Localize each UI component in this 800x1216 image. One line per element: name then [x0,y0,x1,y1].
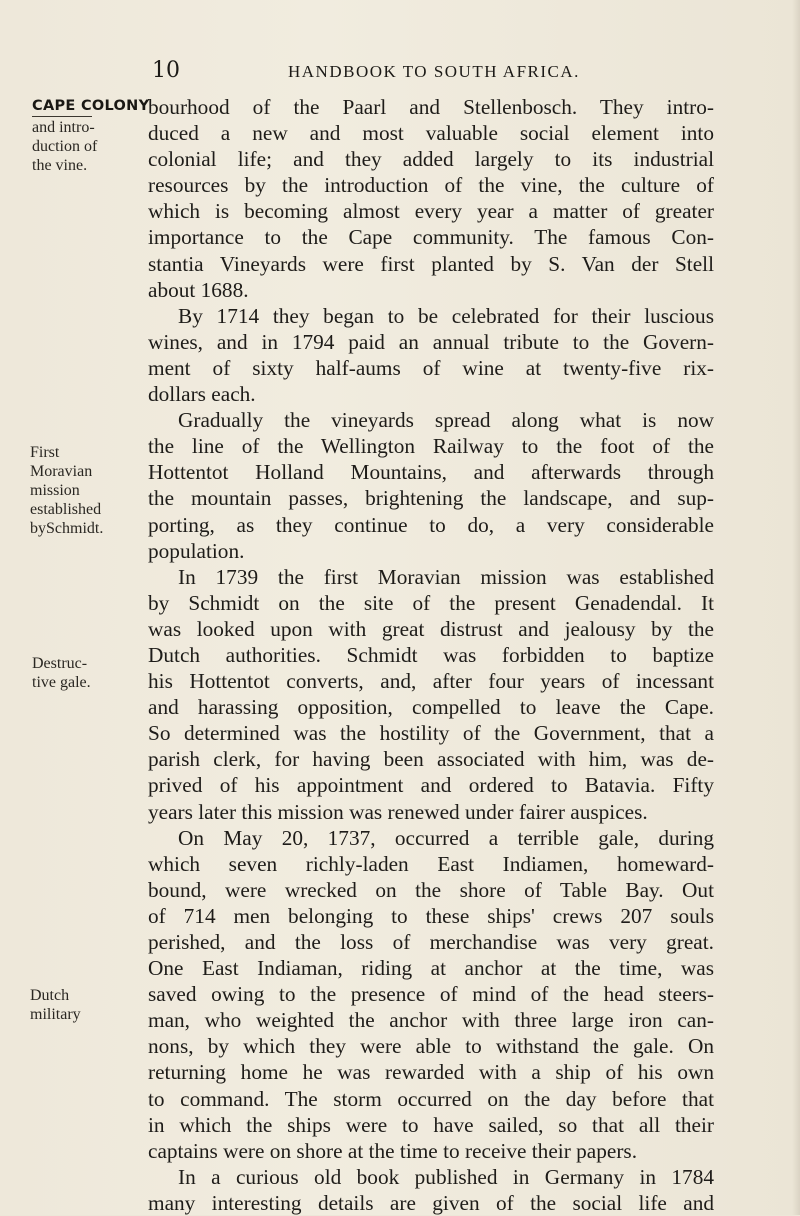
page-header [0,58,800,88]
text-line: many interesting details are given of the social life and [148,1190,714,1215]
side-note-line: the vine. [32,157,88,174]
side-note-rule [32,116,92,117]
text-line: man, who weighted the anchor with three large iron can- [148,1008,714,1033]
text-line: By 1714 they began to be celebrated for their luscious [178,303,714,328]
side-note-line: established [30,501,102,518]
text-line: was looked upon with great distrust and jealousy by the [148,616,714,641]
paragraph-huguenots [148,94,714,303]
side-note-line: Dutch [30,987,70,1004]
paragraph-moravian [148,564,714,825]
text-line: and harassing opposition, compelled to leave the Cape. [148,695,714,720]
text-line: In 1739 the first Moravian mission was established [178,564,714,589]
text-line: prived of his appointment and ordered to Batavia. Fifty [148,773,714,798]
side-note-cape-colony [32,96,149,116]
text-line: resources by the introduction of the vine, the culture of [148,173,714,198]
text-line: dollars each. [148,382,256,407]
text-line: Hottentot Holland Mountains, and afterwards through [148,460,714,485]
text-line: bound, were wrecked on the shore of Table Bay. Out [148,877,714,902]
side-note-introduction-of-vine [32,118,97,175]
side-note-destructive-gale [32,654,91,692]
text-line: bourhood of the Paarl and Stellenbosch. They intro- [148,95,714,119]
side-note-line: CAPE COLONY [32,98,150,114]
text-line: porting, as they continue to do, a very considerable [148,512,714,537]
text-line: of 714 men belonging to these ships' crews 207 souls [148,903,714,928]
side-note-line: First [30,444,60,461]
side-note-line: duction of [32,138,98,155]
text-line: saved owing to the presence of mind of the head steers- [148,982,714,1007]
text-line: which seven richly-laden East Indiamen, homeward- [148,851,714,876]
text-line: So determined was the hostility of the Government, that a [148,721,714,746]
text-line: returning home he was rewarded with a ship of his own [148,1060,714,1085]
text-line: in which the ships were to have sailed, so that all their [148,1112,714,1137]
page-edge-shadow [792,0,800,1215]
text-line: Gradually the vineyards spread along what is now [178,408,714,433]
text-line: population. [148,538,245,563]
text-line: stantia Vineyards were first planted by S. Van der Stell [148,251,714,276]
text-line: perished, and the loss of merchandise was very great. [148,930,714,954]
text-line: colonial life; and they added largely to its industrial [148,147,714,172]
side-note-moravian-mission [30,443,103,538]
running-head: HANDBOOK TO SOUTH AFRICA. [288,62,580,81]
side-note-line: mission [30,482,80,499]
text-line: ment of sixty half-aums of wine at twenty-five rix- [148,355,714,380]
text-line: the mountain passes, brightening the landscape, and sup- [148,486,714,511]
paragraph-vineyards [148,407,714,564]
paragraph-curious-book [148,1164,714,1216]
text-line: duced a new and most valuable social element into [148,121,714,146]
text-line: In a curious old book published in Germany in 1784 [178,1164,714,1189]
side-note-line: bySchmidt. [30,520,104,537]
text-line: Dutch authorities. Schmidt was forbidden to baptize [148,642,714,667]
side-note-dutch-military [30,986,81,1024]
text-line: importance to the Cape community. The famous Con- [148,225,714,250]
text-line: which is becoming almost every year a matter of greater [148,199,714,224]
text-line: nons, by which they were able to withstand the gale. On [148,1034,714,1059]
text-line: the line of the Wellington Railway to the foot of the [148,434,714,459]
text-line: wines, and in 1794 paid an annual tribute to the Govern- [148,329,714,354]
text-line: by Schmidt on the site of the present Genadendal. It [148,590,714,615]
text-line: captains were on shore at the time to receive their papers. [148,1138,638,1163]
text-line: to command. The storm occurred on the day before that [148,1086,714,1111]
side-note-line: Moravian [30,463,93,480]
text-line: On May 20, 1737, occurred a terrible gale, during [178,825,714,850]
paragraph-1714 [148,303,714,407]
text-line: years later this mission was renewed under fairer auspices. [148,799,648,824]
body-text [148,94,714,1216]
side-note-line: and intro- [32,119,95,136]
side-note-line: Destruc- [32,655,88,672]
text-line: parish clerk, for having been associated with him, was de- [148,747,714,772]
side-note-line: tive gale. [32,674,91,691]
side-note-line: military [30,1006,81,1023]
text-line: his Hottentot converts, and, after four years of incessant [148,669,714,694]
text-line: about 1688. [148,277,249,302]
paragraph-gale [148,825,714,1164]
page-number: 10 [152,58,180,83]
text-line: One East Indiaman, riding at anchor at the time, was [148,956,714,981]
